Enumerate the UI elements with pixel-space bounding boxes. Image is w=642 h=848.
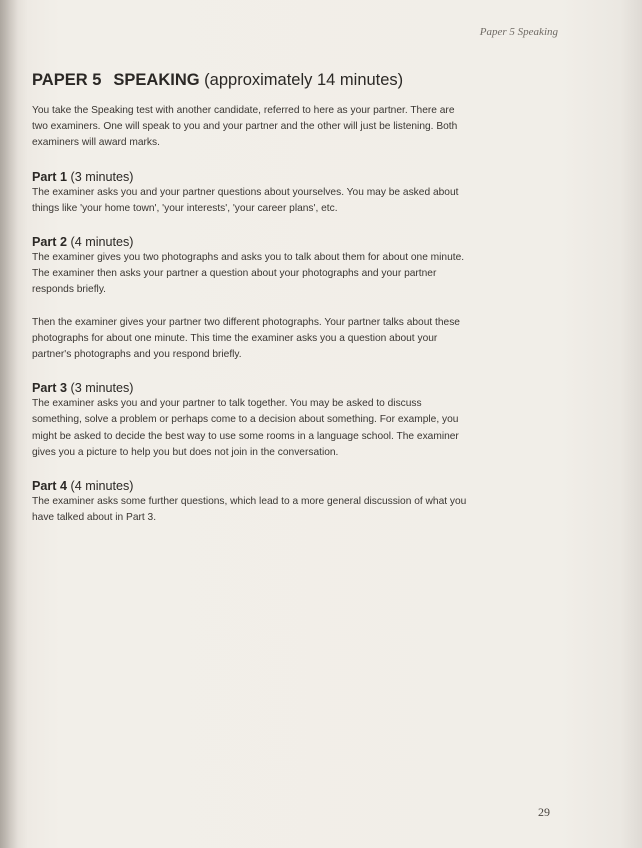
spine-shadow (0, 0, 18, 848)
running-head: Paper 5 Speaking (479, 26, 558, 38)
section-heading (32, 478, 470, 494)
part-label: Part 3 (32, 381, 68, 396)
section-part-3 (32, 380, 470, 461)
part-label: Part 2 (32, 235, 68, 250)
section-heading (32, 380, 470, 396)
section-paragraph: The examiner asks some further questions, which lead to a more general discussion of what you have talked about in Part 3. (32, 496, 467, 524)
section-part-1 (32, 169, 470, 217)
title-duration: (approximately 14 minutes) (204, 71, 404, 89)
section-paragraph: The examiner gives you two photographs and asks you to talk about them for about one minute. The examiner then asks your partner a question about your photographs and your partner responds briefly. (32, 252, 465, 296)
page-number: 29 (538, 805, 550, 819)
part-label: Part 1 (32, 169, 68, 184)
section-heading (32, 169, 470, 185)
section-paragraph: The examiner asks you and your partner questions about yourselves. You may be asked about things like 'your home town', 'your interests', 'your career plans', etc. (32, 186, 459, 214)
section-heading (32, 234, 470, 250)
paper-number: PAPER 5 (32, 71, 102, 89)
part-duration: (3 minutes) (70, 381, 134, 396)
section-part-4 (32, 478, 470, 526)
part-duration: (3 minutes) (70, 169, 134, 184)
part-label: Part 4 (32, 479, 68, 494)
page-title (32, 71, 470, 90)
part-duration: (4 minutes) (70, 235, 134, 250)
part-duration: (4 minutes) (70, 479, 134, 494)
section-paragraph: The examiner asks you and your partner to talk together. You may be asked to discuss something, solve a problem or perhaps come to a decision about something. For example, you might be asked to decide the best way to use some rooms in a language school. The examiner gives you a picture to help you but does not join in the conversation. (32, 398, 459, 458)
section-part-2 (32, 234, 470, 363)
paper-name: SPEAKING (113, 71, 200, 89)
section-paragraph: Then the examiner gives your partner two different photographs. Your partner talks about these photographs for about one minute. This time the examiner asks you a question about your partner's photographs and you respond briefly. (32, 316, 460, 361)
intro-paragraph: You take the Speaking test with another candidate, referred to here as your partner. There are two examiners. One will speak to you and your partner and the other will just be listening. Both examiners will award marks. (32, 105, 458, 149)
page-content (32, 71, 470, 543)
